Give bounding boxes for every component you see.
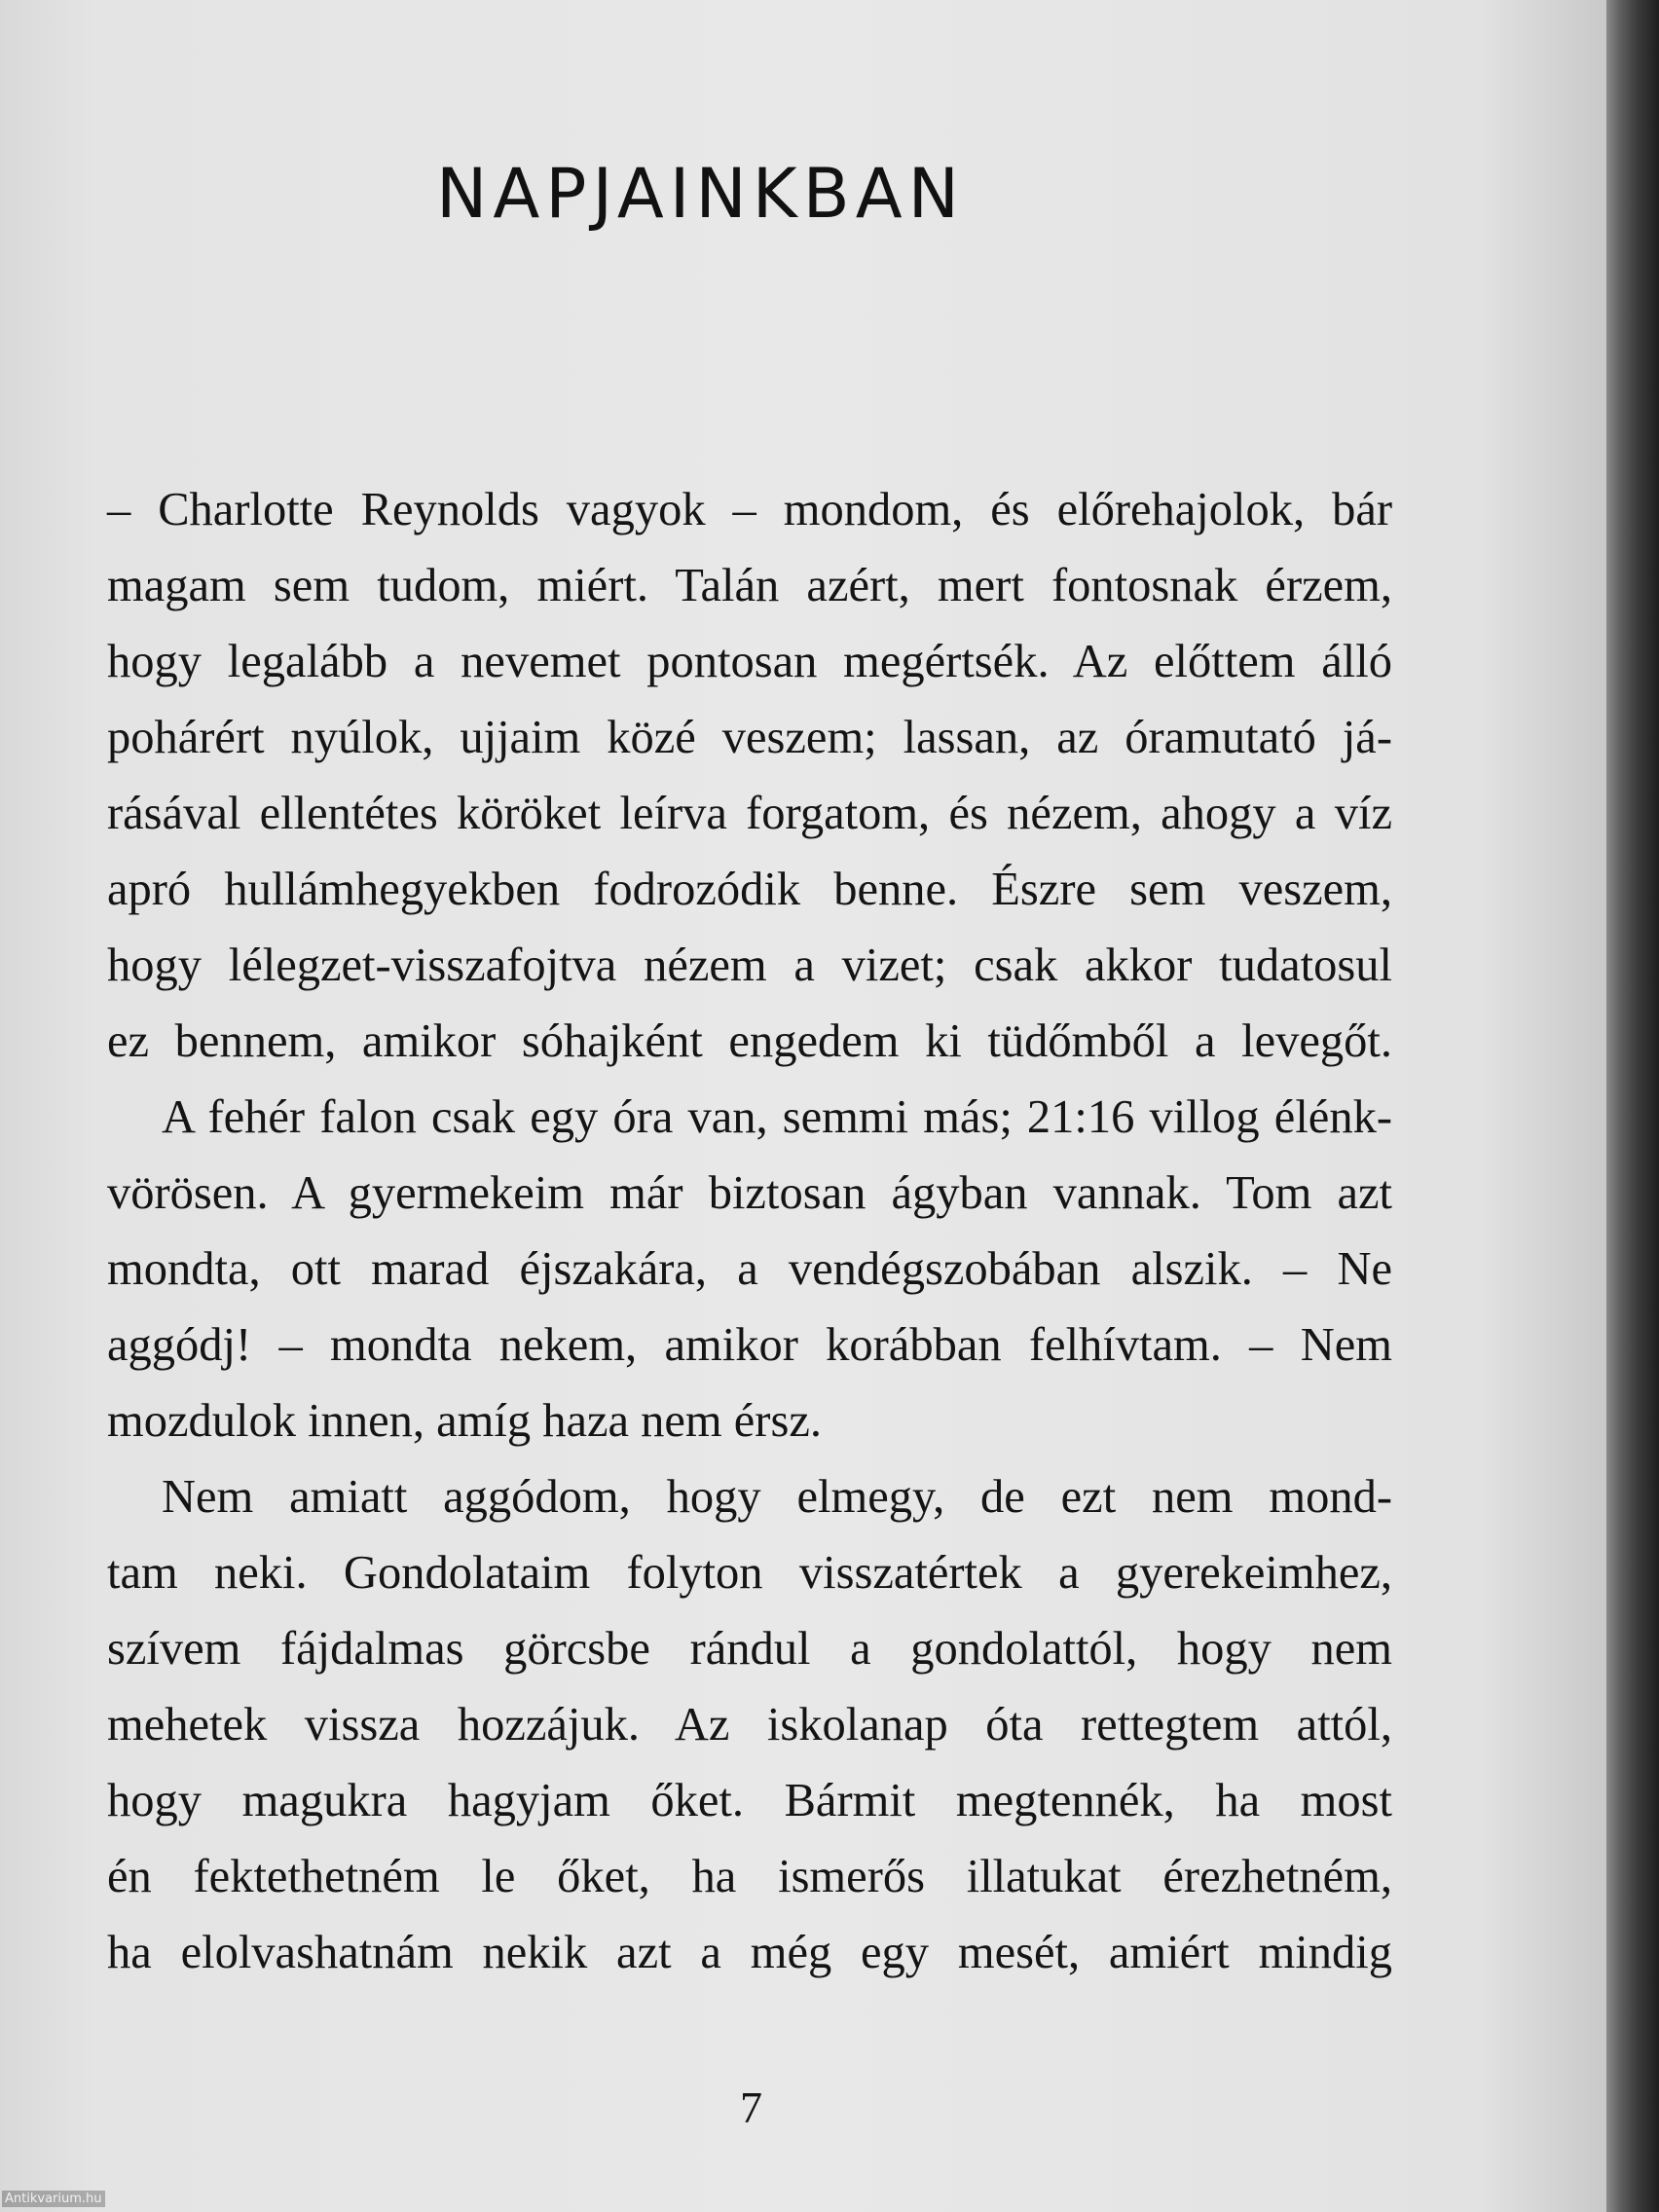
text-line: ez bennem, amikor sóhajként engedem ki tüdőmből a levegőt. bbox=[107, 1015, 1392, 1067]
text-line: szívem fájdalmas görcsbe rándul a gondolattól, hogy nem bbox=[107, 1623, 1392, 1675]
watermark: Antikvarium.hu bbox=[2, 2191, 105, 2207]
text-line: hogy lélegzet-visszafojtva nézem a vizet; csak akkor tudatosul bbox=[107, 940, 1392, 991]
text-line: hogy magukra hagyjam őket. Bármit megtennék, ha most bbox=[107, 1775, 1392, 1826]
paragraph-3 bbox=[107, 1459, 1392, 1991]
paragraph-2 bbox=[107, 1080, 1392, 1459]
chapter-title: NAPJAINKBAN bbox=[436, 154, 965, 234]
text-line: ha elolvashatnám nekik azt a még egy mesét, amiért mindig bbox=[107, 1927, 1392, 1978]
text-line: vörösen. A gyermekeim már biztosan ágyban vannak. Tom azt bbox=[107, 1167, 1392, 1219]
text-line: A fehér falon csak egy óra van, semmi más; 21:16 villog élénk- bbox=[162, 1091, 1392, 1143]
text-line: Nem amiatt aggódom, hogy elmegy, de ezt nem mond- bbox=[162, 1471, 1392, 1523]
text-line: rásával ellentétes köröket leírva forgatom, és nézem, ahogy a víz bbox=[107, 788, 1392, 839]
paragraph-1 bbox=[107, 472, 1392, 1080]
text-line: pohárért nyúlok, ujjaim közé veszem; lassan, az óramutató já- bbox=[107, 712, 1392, 763]
text-line: hogy legalább a nevemet pontosan megértsék. Az előttem álló bbox=[107, 636, 1392, 687]
text-line: én fektethetném le őket, ha ismerős illatukat érezhetném, bbox=[107, 1851, 1392, 1902]
text-line: mehetek vissza hozzájuk. Az iskolanap óta rettegtem attól, bbox=[107, 1699, 1392, 1751]
text-line: magam sem tudom, miért. Talán azért, mert fontosnak érzem, bbox=[107, 560, 1392, 611]
text-line: mondta, ott marad éjszakára, a vendégszobában alszik. – Ne bbox=[107, 1243, 1392, 1295]
text-line: tam neki. Gondolataim folyton visszatértek a gyerekeimhez, bbox=[107, 1547, 1392, 1599]
text-line: mozdulok innen, amíg haza nem érsz. bbox=[107, 1395, 822, 1447]
page-edge-shadow bbox=[1606, 0, 1659, 2212]
text-line: aggódj! – mondta nekem, amikor korábban felhívtam. – Nem bbox=[107, 1319, 1392, 1371]
page-number: 7 bbox=[740, 2083, 762, 2132]
text-line: – Charlotte Reynolds vagyok – mondom, és előrehajolok, bár bbox=[107, 484, 1392, 535]
body-text bbox=[107, 472, 1392, 1991]
text-line: apró hullámhegyekben fodrozódik benne. Észre sem veszem, bbox=[107, 864, 1392, 915]
